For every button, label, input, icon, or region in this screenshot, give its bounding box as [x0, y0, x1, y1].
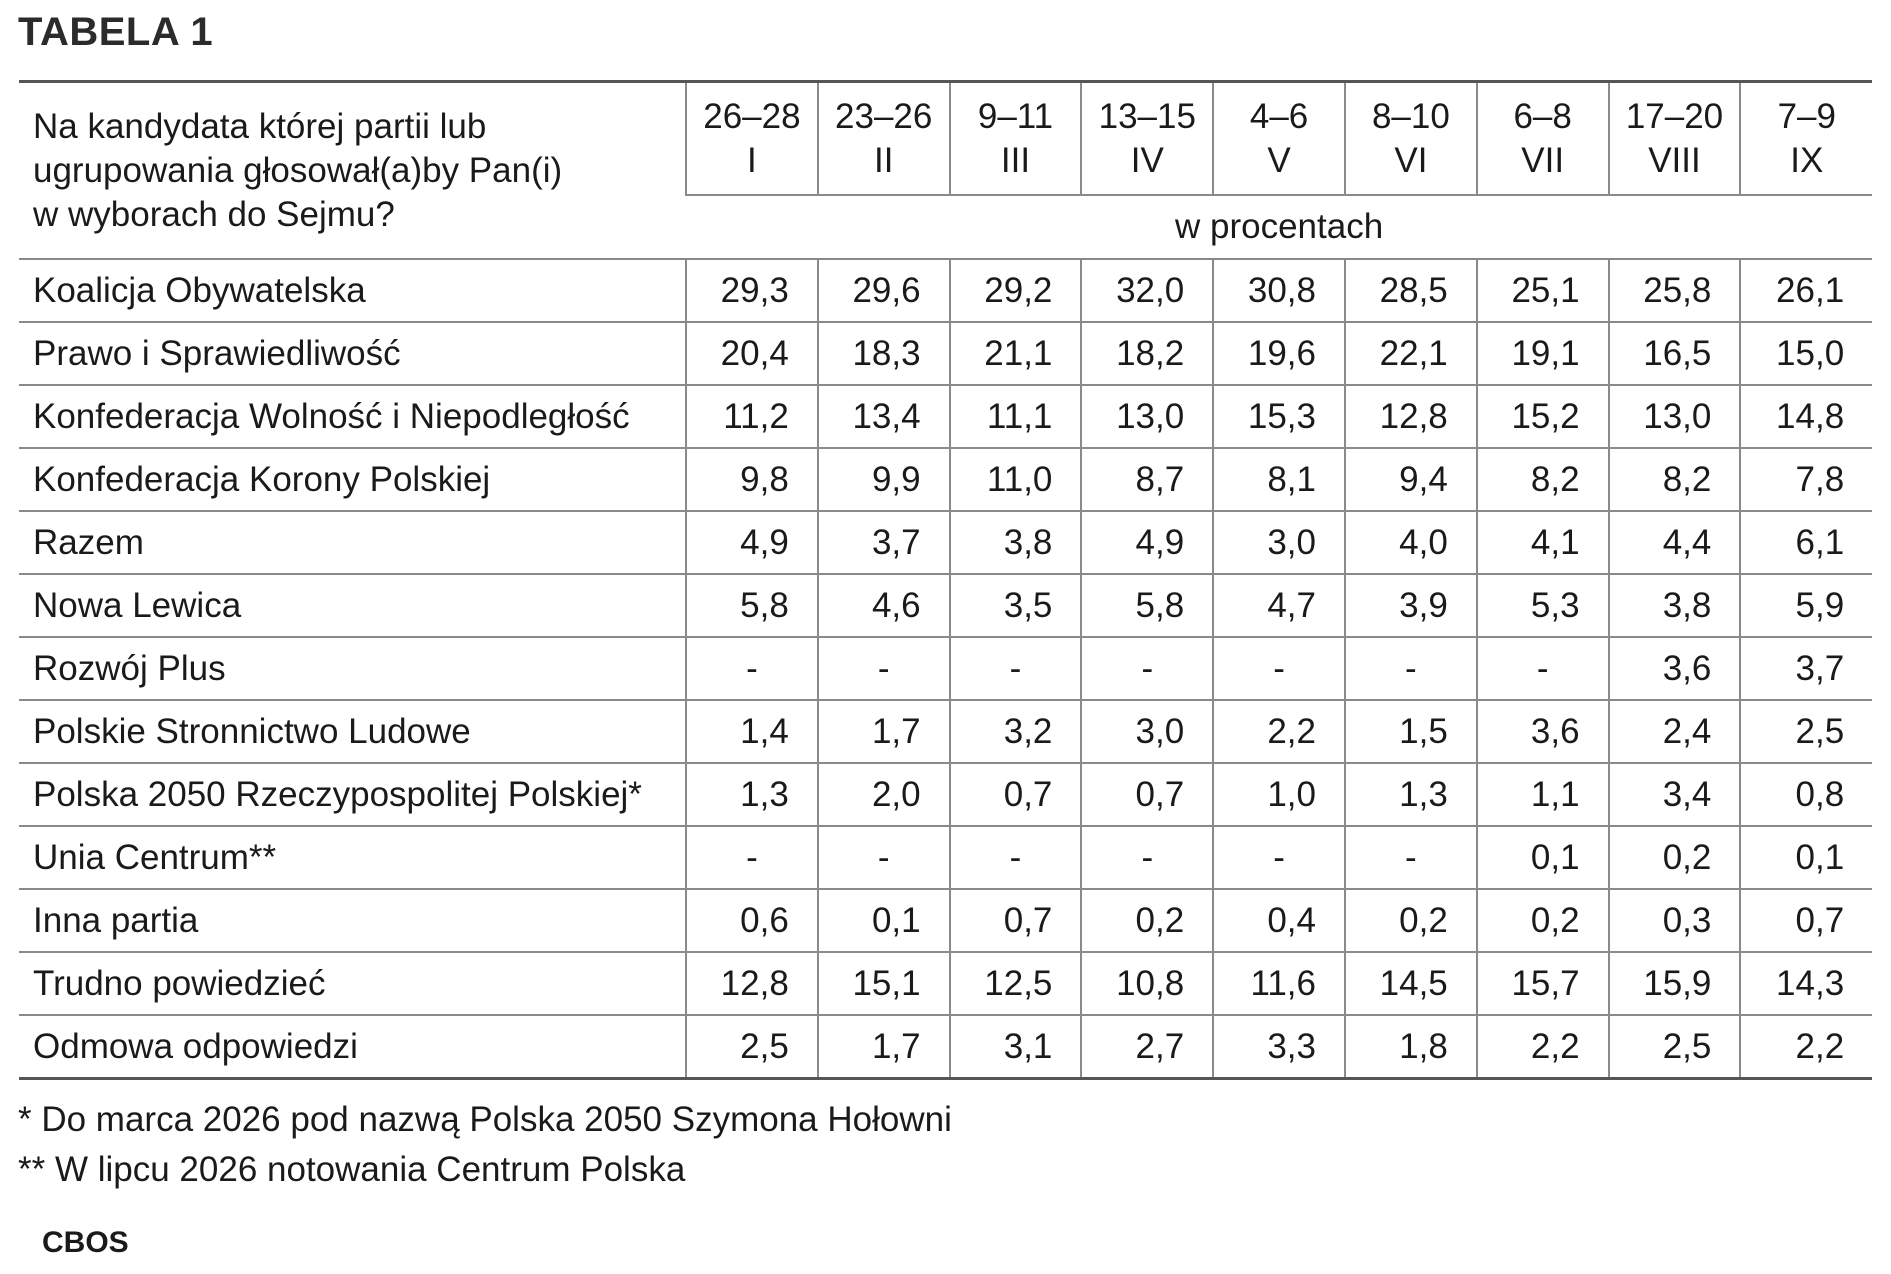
percent-value: 29,3 [686, 259, 818, 322]
period-header [950, 82, 1082, 196]
percent-value: - [818, 826, 950, 889]
percent-value: 12,8 [1345, 385, 1477, 448]
percent-value: 0,8 [1740, 763, 1872, 826]
party-name: Konfederacja Korony Polskiej [19, 448, 686, 511]
percent-value: 0,2 [1081, 889, 1213, 952]
percent-value: 11,2 [686, 385, 818, 448]
percent-value: 1,1 [1477, 763, 1609, 826]
source-label: CBOS [42, 1226, 129, 1259]
percent-value: - [686, 637, 818, 700]
table-row [19, 322, 1872, 385]
question-line: ugrupowania głosował(a)by Pan(i) [33, 151, 563, 190]
percent-value: 2,7 [1081, 1015, 1213, 1079]
percent-value: 5,9 [1740, 574, 1872, 637]
percent-value: 2,2 [1740, 1015, 1872, 1079]
percent-value: - [818, 637, 950, 700]
period-header [818, 82, 950, 196]
question-line: Na kandydata której partii lub [33, 107, 487, 146]
period-days: 4–6 [1249, 96, 1309, 136]
period-days: 8–10 [1371, 96, 1450, 136]
table-row [19, 826, 1872, 889]
percent-value: 15,2 [1477, 385, 1609, 448]
percent-value: 1,8 [1345, 1015, 1477, 1079]
percent-value: 1,7 [818, 700, 950, 763]
percent-value: 5,3 [1477, 574, 1609, 637]
percent-value: 16,5 [1609, 322, 1741, 385]
percent-value: 1,3 [686, 763, 818, 826]
percent-value: 4,1 [1477, 511, 1609, 574]
table-row [19, 511, 1872, 574]
percent-value: 0,2 [1609, 826, 1741, 889]
percent-value: 0,1 [1477, 826, 1609, 889]
percent-value: 0,2 [1477, 889, 1609, 952]
percent-value: 15,7 [1477, 952, 1609, 1015]
percent-value: 4,0 [1345, 511, 1477, 574]
percent-value: 29,2 [950, 259, 1082, 322]
period-header [1609, 82, 1741, 196]
table-row [19, 700, 1872, 763]
percent-value: 13,4 [818, 385, 950, 448]
period-days: 7–9 [1777, 96, 1836, 136]
percent-value: 9,8 [686, 448, 818, 511]
percent-value: 0,1 [1740, 826, 1872, 889]
percent-value: 0,1 [818, 889, 950, 952]
party-name: Konfederacja Wolność i Niepodległość [19, 385, 686, 448]
percent-value: - [1345, 826, 1477, 889]
percent-value: 6,1 [1740, 511, 1872, 574]
period-days: 26–28 [703, 96, 801, 136]
percent-value: - [1081, 637, 1213, 700]
period-month: VII [1521, 140, 1565, 180]
percent-value: 4,9 [1081, 511, 1213, 574]
percent-value: 14,5 [1345, 952, 1477, 1015]
percent-value: - [950, 637, 1082, 700]
percent-value: 8,1 [1213, 448, 1345, 511]
percent-value: 3,2 [950, 700, 1082, 763]
percent-value: 19,1 [1477, 322, 1609, 385]
percent-value: 1,5 [1345, 700, 1477, 763]
percent-value: 3,0 [1081, 700, 1213, 763]
party-name: Polska 2050 Rzeczypospolitej Polskiej* [19, 763, 686, 826]
percent-value: 11,1 [950, 385, 1082, 448]
percent-value: 14,8 [1740, 385, 1872, 448]
period-month: III [1000, 140, 1031, 180]
percent-value: 0,7 [950, 889, 1082, 952]
table-row [19, 385, 1872, 448]
period-days: 13–15 [1098, 96, 1196, 136]
table-row [19, 448, 1872, 511]
percent-value: 0,2 [1345, 889, 1477, 952]
period-days: 6–8 [1513, 96, 1572, 136]
percent-value: 4,7 [1213, 574, 1345, 637]
percent-value: 0,7 [950, 763, 1082, 826]
period-header [1740, 82, 1872, 196]
percent-value: - [1213, 826, 1345, 889]
percent-value: 1,4 [686, 700, 818, 763]
period-month: IV [1130, 140, 1164, 180]
percent-value: 3,6 [1609, 637, 1741, 700]
percent-value: 15,1 [818, 952, 950, 1015]
period-header [1213, 82, 1345, 196]
percent-value: 28,5 [1345, 259, 1477, 322]
percent-value: 9,9 [818, 448, 950, 511]
party-name: Prawo i Sprawiedliwość [19, 322, 686, 385]
percent-value: 32,0 [1081, 259, 1213, 322]
percent-value: - [950, 826, 1082, 889]
percent-value: 0,3 [1609, 889, 1741, 952]
percent-value: 2,5 [1609, 1015, 1741, 1079]
percent-value: 15,9 [1609, 952, 1741, 1015]
period-month: I [747, 140, 757, 180]
percent-value: 1,7 [818, 1015, 950, 1079]
period-days: 17–20 [1625, 96, 1724, 136]
party-name: Razem [19, 511, 686, 574]
percent-value: 0,4 [1213, 889, 1345, 952]
table-row [19, 637, 1872, 700]
percent-value: 13,0 [1081, 385, 1213, 448]
percent-value: 2,5 [686, 1015, 818, 1079]
percent-value: 3,6 [1477, 700, 1609, 763]
percent-value: 30,8 [1213, 259, 1345, 322]
period-month: IX [1790, 140, 1824, 180]
percent-value: 14,3 [1740, 952, 1872, 1015]
table-body [19, 259, 1872, 1079]
percent-value: 26,1 [1740, 259, 1872, 322]
party-name: Trudno powiedzieć [19, 952, 686, 1015]
question-line: w wyborach do Sejmu? [33, 195, 395, 234]
percent-value: 3,8 [950, 511, 1082, 574]
percent-value: 1,3 [1345, 763, 1477, 826]
period-header [686, 82, 818, 196]
poll-table [19, 80, 1872, 1080]
percent-value: 1,0 [1213, 763, 1345, 826]
percent-value: 8,7 [1081, 448, 1213, 511]
percent-value: 12,8 [686, 952, 818, 1015]
percent-value: - [1345, 637, 1477, 700]
table-row [19, 889, 1872, 952]
percent-value: 2,2 [1213, 700, 1345, 763]
percent-value: 22,1 [1345, 322, 1477, 385]
period-days: 23–26 [835, 96, 933, 136]
percent-value: 8,2 [1477, 448, 1609, 511]
party-name: Koalicja Obywatelska [19, 259, 686, 322]
table-row [19, 952, 1872, 1015]
percent-value: 18,2 [1081, 322, 1213, 385]
period-header [1081, 82, 1213, 196]
percent-value: 11,0 [950, 448, 1082, 511]
percent-value: 25,1 [1477, 259, 1609, 322]
period-days: 9–11 [977, 96, 1054, 136]
percent-value: 2,0 [818, 763, 950, 826]
percent-value: 9,4 [1345, 448, 1477, 511]
percent-value: - [1477, 637, 1609, 700]
percent-value: 8,2 [1609, 448, 1741, 511]
period-header [1477, 82, 1609, 196]
question-header [19, 82, 686, 260]
percent-value: 4,4 [1609, 511, 1741, 574]
percent-value: 19,6 [1213, 322, 1345, 385]
percent-value: - [1213, 637, 1345, 700]
percent-value: 7,8 [1740, 448, 1872, 511]
footnotes [18, 1095, 952, 1195]
percent-value: 4,6 [818, 574, 950, 637]
table-row [19, 763, 1872, 826]
percent-value: 0,6 [686, 889, 818, 952]
period-month: V [1267, 140, 1291, 180]
period-month: VI [1394, 140, 1428, 180]
unit-label: w procentach [686, 195, 1872, 259]
percent-value: 0,7 [1740, 889, 1872, 952]
percent-value: 3,9 [1345, 574, 1477, 637]
percent-value: - [686, 826, 818, 889]
percent-value: 3,8 [1609, 574, 1741, 637]
table-row [19, 1015, 1872, 1079]
party-name: Unia Centrum** [19, 826, 686, 889]
percent-value: 2,4 [1609, 700, 1741, 763]
percent-value: 3,5 [950, 574, 1082, 637]
percent-value: 5,8 [1081, 574, 1213, 637]
period-month: VIII [1648, 140, 1701, 180]
period-header-row [19, 82, 1872, 196]
percent-value: - [1081, 826, 1213, 889]
percent-value: 15,3 [1213, 385, 1345, 448]
percent-value: 15,0 [1740, 322, 1872, 385]
table-row [19, 574, 1872, 637]
percent-value: 29,6 [818, 259, 950, 322]
footnote: ** W lipcu 2026 notowania Centrum Polska [18, 1150, 686, 1189]
percent-value: 13,0 [1609, 385, 1741, 448]
period-header [1345, 82, 1477, 196]
table-title: TABELA 1 [18, 10, 214, 54]
percent-value: 20,4 [686, 322, 818, 385]
party-name: Rozwój Plus [19, 637, 686, 700]
percent-value: 11,6 [1213, 952, 1345, 1015]
percent-value: 25,8 [1609, 259, 1741, 322]
table-row [19, 259, 1872, 322]
party-name: Nowa Lewica [19, 574, 686, 637]
percent-value: 3,7 [818, 511, 950, 574]
percent-value: 0,7 [1081, 763, 1213, 826]
percent-value: 3,1 [950, 1015, 1082, 1079]
percent-value: 3,4 [1609, 763, 1741, 826]
percent-value: 2,5 [1740, 700, 1872, 763]
percent-value: 18,3 [818, 322, 950, 385]
period-month: II [873, 140, 894, 180]
percent-value: 3,7 [1740, 637, 1872, 700]
percent-value: 3,0 [1213, 511, 1345, 574]
percent-value: 3,3 [1213, 1015, 1345, 1079]
percent-value: 2,2 [1477, 1015, 1609, 1079]
party-name: Odmowa odpowiedzi [19, 1015, 686, 1079]
percent-value: 21,1 [950, 322, 1082, 385]
percent-value: 4,9 [686, 511, 818, 574]
percent-value: 12,5 [950, 952, 1082, 1015]
percent-value: 5,8 [686, 574, 818, 637]
party-name: Polskie Stronnictwo Ludowe [19, 700, 686, 763]
party-name: Inna partia [19, 889, 686, 952]
percent-value: 10,8 [1081, 952, 1213, 1015]
footnote: * Do marca 2026 pod nazwą Polska 2050 Szymona Hołowni [18, 1100, 952, 1139]
